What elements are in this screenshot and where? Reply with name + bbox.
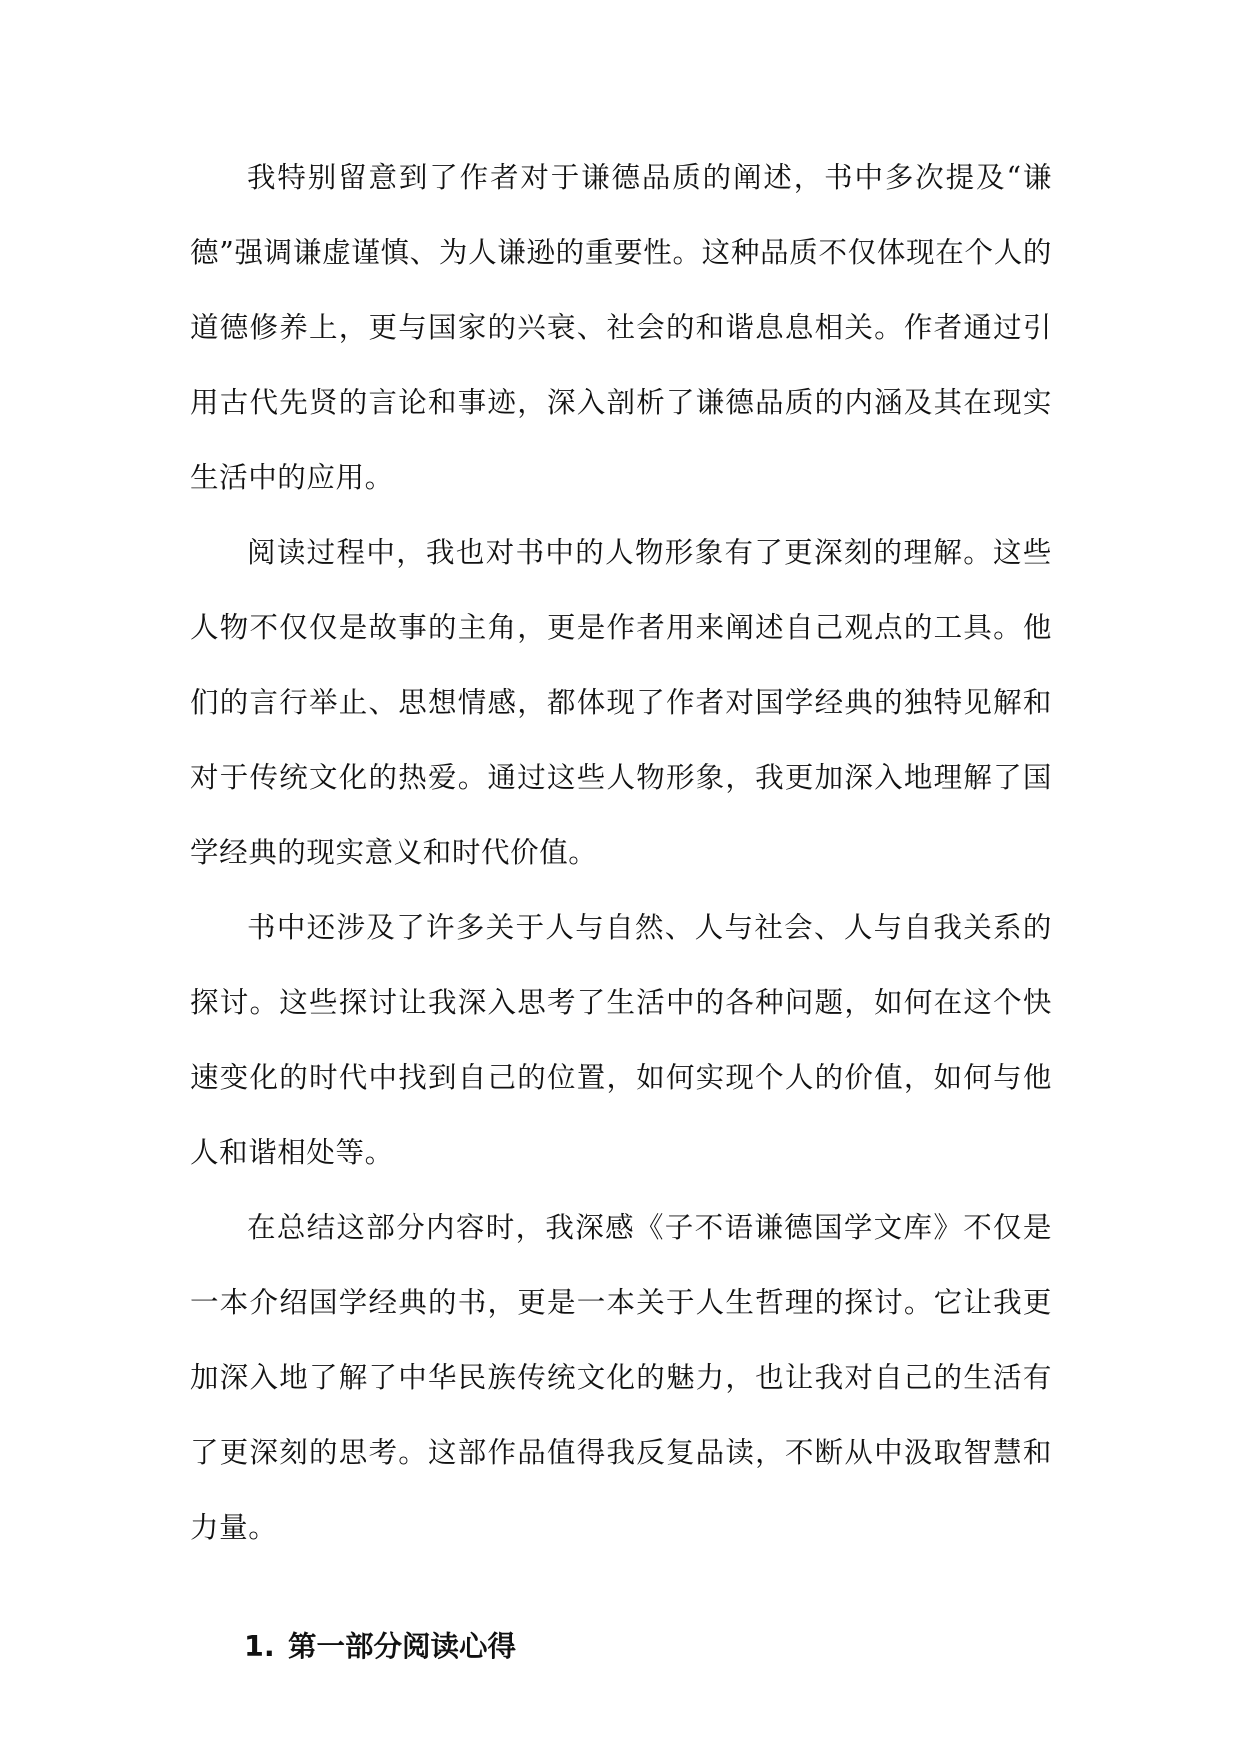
paragraph-1: 我特别留意到了作者对于谦德品质的阐述，书中多次提及“谦德”强调谦虚谨慎、为人谦逊的重要性。这种品质不仅体现在个人的道德修养上，更与国家的兴衰、社会的和谐息息相关。作者通过引用古代先贤的言论和事迹，深入剖析了谦德品质的内涵及其在现实生活中的应用。 <box>190 161 1052 494</box>
paragraph-2: 阅读过程中，我也对书中的人物形象有了更深刻的理解。这些人物不仅仅是故事的主角，更是作者用来阐述自己观点的工具。他们的言行举止、思想情感，都体现了作者对国学经典的独特见解和对于传统文化的热爱。通过这些人物形象，我更加深入地理解了国学经典的现实意义和时代价值。 <box>190 536 1052 869</box>
section-heading-number: 1. <box>244 1630 275 1663</box>
paragraph-4: 在总结这部分内容时，我深感《子不语谦德国学文库》不仅是一本介绍国学经典的书，更是一本关于人生哲理的探讨。它让我更加深入地了解了中华民族传统文化的魅力，也让我对自己的生活有了更深刻的思考。这部作品值得我反复品读，不断从中汲取智慧和力量。 <box>190 1211 1052 1544</box>
section-heading <box>244 1617 1052 1677</box>
section-heading-text: 第一部分阅读心得 <box>288 1630 517 1663</box>
document-page <box>190 140 1052 1677</box>
paragraph-3: 书中还涉及了许多关于人与自然、人与社会、人与自我关系的探讨。这些探讨让我深入思考了生活中的各种问题，如何在这个快速变化的时代中找到自己的位置，如何实现个人的价值，如何与他人和谐相处等。 <box>190 911 1052 1169</box>
